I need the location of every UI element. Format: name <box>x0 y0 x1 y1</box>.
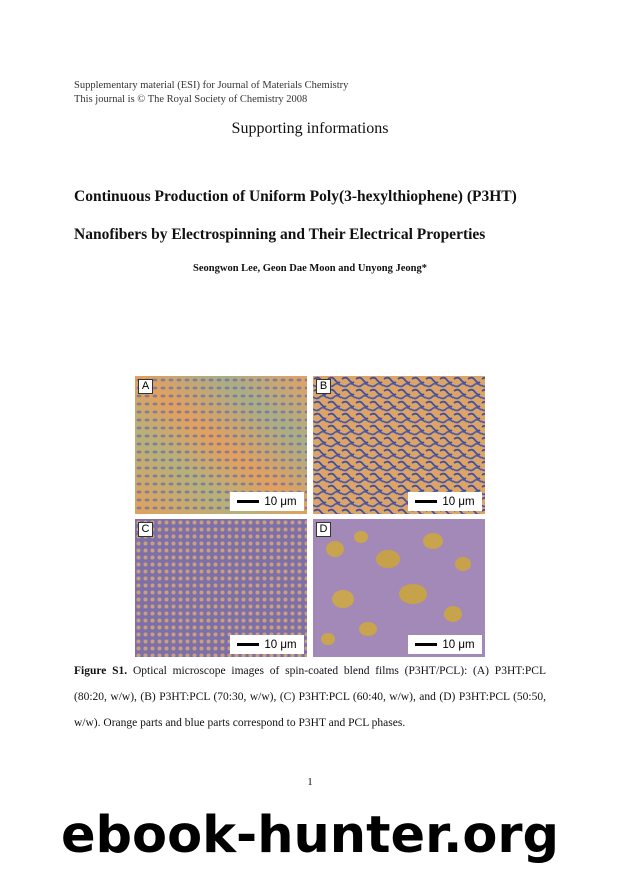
scale-bar-text: 10 μm <box>264 638 297 651</box>
copyright-line: This journal is © The Royal Society of Chemistry 2008 <box>74 94 308 105</box>
panel-label-c: C <box>138 522 153 537</box>
supporting-heading: Supporting informations <box>231 120 389 137</box>
watermark: ebook-hunter.org <box>60 806 560 865</box>
scale-bar-b <box>408 492 482 511</box>
scale-bar-a <box>230 492 304 511</box>
scale-bar-d <box>408 635 482 654</box>
authors: Seongwon Lee, Geon Dae Moon and Unyong Jeong* <box>193 263 427 274</box>
caption-text: Optical microscope images of spin-coated blend films (P3HT/PCL): (A) P3HT:PCL (80:20, w/w), (B) P3HT:PCL (70:30, w/w), (C) P3HT:PCL (60:40, w/w), and (D) P3HT:PCL (50:50, w/w). Orange parts and blue parts correspond to P3HT and PCL phases. <box>74 665 546 729</box>
scale-bar-text: 10 μm <box>264 495 297 508</box>
figure-panel-d <box>313 519 485 657</box>
scale-bar-line <box>237 643 259 646</box>
scale-bar-line <box>237 500 259 503</box>
panel-label-b: B <box>316 379 331 394</box>
caption-label: Figure S1. <box>74 665 128 677</box>
scale-bar-line <box>415 643 437 646</box>
page-number: 1 <box>307 776 313 788</box>
figure-panel-c <box>135 519 307 657</box>
figure-panel-a <box>135 376 307 514</box>
panel-label-d: D <box>316 522 331 537</box>
figure-panel-b <box>313 376 485 514</box>
paper-title-line-2: Nanofibers by Electrospinning and Their Electrical Properties <box>74 226 486 243</box>
scale-bar-text: 10 μm <box>442 638 475 651</box>
scale-bar-c <box>230 635 304 654</box>
panel-label-a: A <box>138 379 153 394</box>
journal-line: Supplementary material (ESI) for Journal of Materials Chemistry <box>74 80 349 91</box>
scale-bar-line <box>415 500 437 503</box>
scale-bar-text: 10 μm <box>442 495 475 508</box>
paper-title-line-1: Continuous Production of Uniform Poly(3-hexylthiophene) (P3HT) <box>74 188 517 205</box>
figure-caption <box>74 658 546 736</box>
